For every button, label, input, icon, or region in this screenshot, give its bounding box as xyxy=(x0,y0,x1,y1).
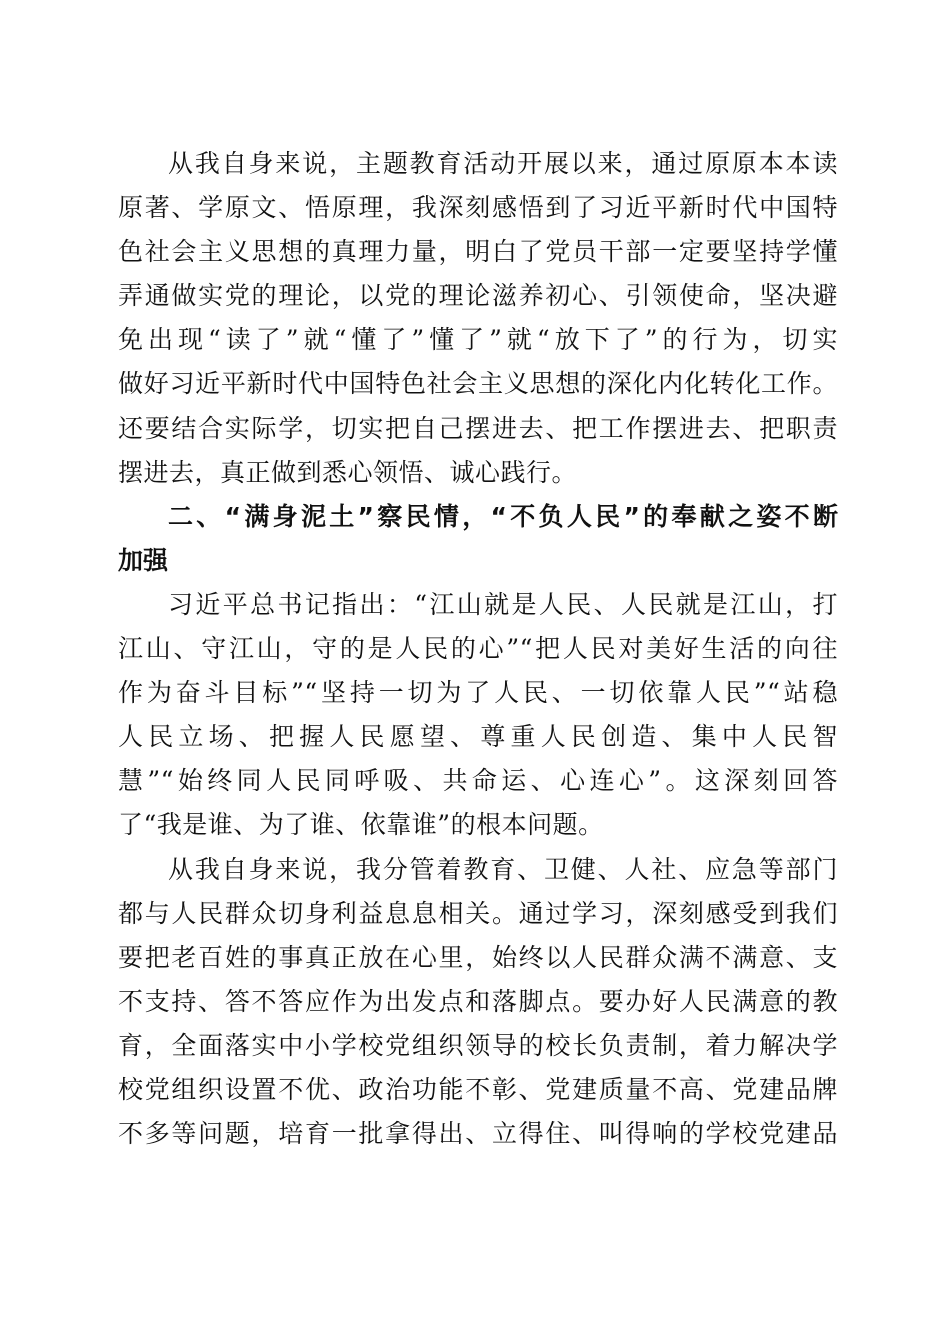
text-line: 校党组织设置不优、政治功能不彰、党建质量不高、党建品牌 xyxy=(118,1074,838,1104)
text-line: 从我自身来说，我分管着教育、卫健、人社、应急等部门 xyxy=(168,854,838,884)
text-line: 做好习近平新时代中国特色社会主义思想的深化内化转化工作。 xyxy=(118,369,838,399)
text-line: 作为奋斗目标”“坚持一切为了人民、一切依靠人民”“站稳 xyxy=(118,678,838,708)
text-line: 色社会主义思想的真理力量，明白了党员干部一定要坚持学懂 xyxy=(118,237,838,267)
text-line: 要把老百姓的事真正放在心里，始终以人民群众满不满意、支 xyxy=(118,942,838,972)
text-line: 习近平总书记指出：“江山就是人民、人民就是江山，打 xyxy=(168,589,838,619)
text-line: 育，全面落实中小学校党组织领导的校长负责制，着力解决学 xyxy=(118,1030,838,1060)
text-line: 了“我是谁、为了谁、依靠谁”的根本问题。 xyxy=(118,810,604,840)
text-line: 人民立场、把握人民愿望、尊重人民创造、集中人民智 xyxy=(118,722,838,752)
text-line: 免出现“读了”就“懂了”懂了”就“放下了”的行为，切实 xyxy=(118,325,838,355)
text-line: 不支持、答不答应作为出发点和落脚点。要办好人民满意的教 xyxy=(118,986,838,1016)
section-heading xyxy=(118,495,838,583)
heading-line: 二、“满身泥土”察民情，“不负人民”的奉献之姿不断 xyxy=(168,501,838,531)
text-line: 江山、守江山，守的是人民的心”“把人民对美好生活的向往 xyxy=(118,634,838,664)
text-line: 摆进去，真正做到悉心领悟、诚心践行。 xyxy=(118,457,578,487)
text-line: 不多等问题，培育一批拿得出、立得住、叫得响的学校党建品 xyxy=(118,1119,838,1149)
text-line: 原著、学原文、悟原理，我深刻感悟到了习近平新时代中国特 xyxy=(118,193,838,223)
document-body xyxy=(118,142,838,1156)
paragraph-3 xyxy=(118,848,838,1157)
paragraph-2 xyxy=(118,583,838,848)
text-line: 慧”“始终同人民同呼吸、共命运、心连心”。这深刻回答 xyxy=(118,766,838,796)
text-line: 从我自身来说，主题教育活动开展以来，通过原原本本读 xyxy=(168,149,838,178)
heading-line: 加强 xyxy=(118,545,169,575)
text-line: 还要结合实际学，切实把自己摆进去、把工作摆进去、把职责 xyxy=(118,413,838,443)
paragraph-1 xyxy=(118,142,838,495)
text-line: 弄通做实党的理论，以党的理论滋养初心、引领使命，坚决避 xyxy=(118,281,838,311)
text-line: 都与人民群众切身利益息息相关。通过学习，深刻感受到我们 xyxy=(118,898,838,928)
